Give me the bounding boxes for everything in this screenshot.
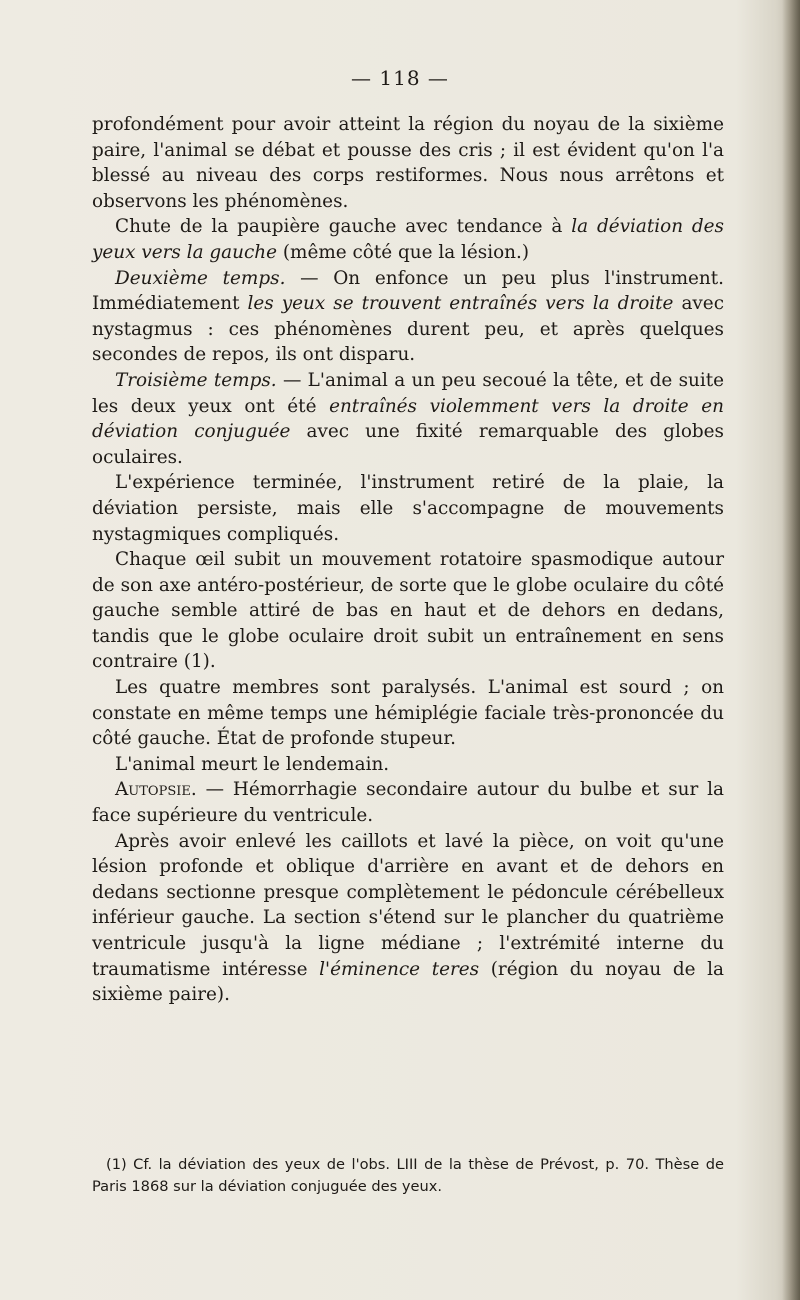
italic-run: les yeux se trouvent entraînés vers la droite xyxy=(247,293,674,315)
text-run: avec une fixité remarquable des globes oculaires. xyxy=(92,421,724,468)
page-number: — 118 — xyxy=(351,66,449,90)
italic-run: Deuxième temps. xyxy=(115,267,286,289)
text-run: — On enfonce un peu plus l'instrument. Immédiatement xyxy=(92,267,725,315)
paragraph-autopsy xyxy=(92,777,724,828)
italic-run: entraînés violemment vers la droite en déviation conjuguée xyxy=(92,395,724,443)
paragraph-third-stage xyxy=(92,368,724,470)
text-run: (même côté que la lésion.) xyxy=(276,241,530,263)
body-text xyxy=(92,112,724,1008)
footnote xyxy=(92,1154,724,1198)
text-run: — Hémorrhagie secondaire autour du bulbe et sur la face supérieure du ventricule. xyxy=(92,779,724,827)
paragraph-lesion xyxy=(92,829,724,1008)
smallcaps-run: Autopsie. xyxy=(115,779,197,801)
footnote-text: (1) Cf. la déviation des yeux de l'obs. LIII de la thèse de Prévost, p. 70. Thèse de Paris 1868 sur la déviation conjuguée des yeux. xyxy=(92,1156,724,1195)
paragraph-death: L'animal meurt le lendemain. xyxy=(115,753,390,775)
italic-run: la déviation des yeux vers la gauche xyxy=(92,216,724,263)
paragraph-experiment-end: L'expérience terminée, l'instrument retiré de la plaie, la déviation persiste, mais elle s'accompagne de mouvements nystagmiques compliqués. xyxy=(92,472,724,545)
text-run: — L'animal a un peu secoué la tête, et de suite les deux yeux ont été xyxy=(92,369,725,417)
text-run: Chute de la paupière gauche avec tendance à xyxy=(115,216,572,238)
page-edge-shadow xyxy=(782,0,800,1300)
paragraph-second-stage xyxy=(92,266,724,368)
text-run: (région du noyau de la sixième paire). xyxy=(92,958,724,1006)
paragraph-paralysis: Les quatre membres sont paralysés. L'animal est sourd ; on constate en même temps une hémiplégie faciale très-prononcée du côté gauche. État de profonde stupeur. xyxy=(92,677,724,750)
paragraph-eye-rotation: Chaque œil subit un mouvement rotatoire spasmodique autour de son axe antéro-postérieur, de sorte que le globe oculaire du côté gauche semble attiré de bas en haut et de dehors en dedans, tandis que le globe oculaire droit subit un entraînement en sens contraire (1). xyxy=(92,549,724,673)
paragraph-eyelid xyxy=(92,214,724,265)
paragraph-continuation: profondément pour avoir atteint la région du noyau de la sixième paire, l'animal se débat et pousse des cris ; il est évident qu'on l'a blessé au niveau des corps restiformes. Nous nous arrêtons et observons les phénomènes. xyxy=(92,114,724,212)
text-run: Après avoir enlevé les caillots et lavé la pièce, on voit qu'une lésion profonde et oblique d'arrière en avant et de dehors en dedans sectionne presque complètement le pédoncule cérébelleux inférieur gauche. La section s'étend sur le plancher du quatrième ventricule jusqu'à la ligne médiane ; l'extrémité interne du traumatisme intéresse xyxy=(92,830,724,980)
italic-run: Troisième temps. xyxy=(115,369,277,391)
text-run: avec nystagmus : ces phénomènes durent peu, et après quelques secondes de repos, ils ont disparu. xyxy=(92,293,724,366)
italic-run: l'éminence teres xyxy=(319,958,480,980)
